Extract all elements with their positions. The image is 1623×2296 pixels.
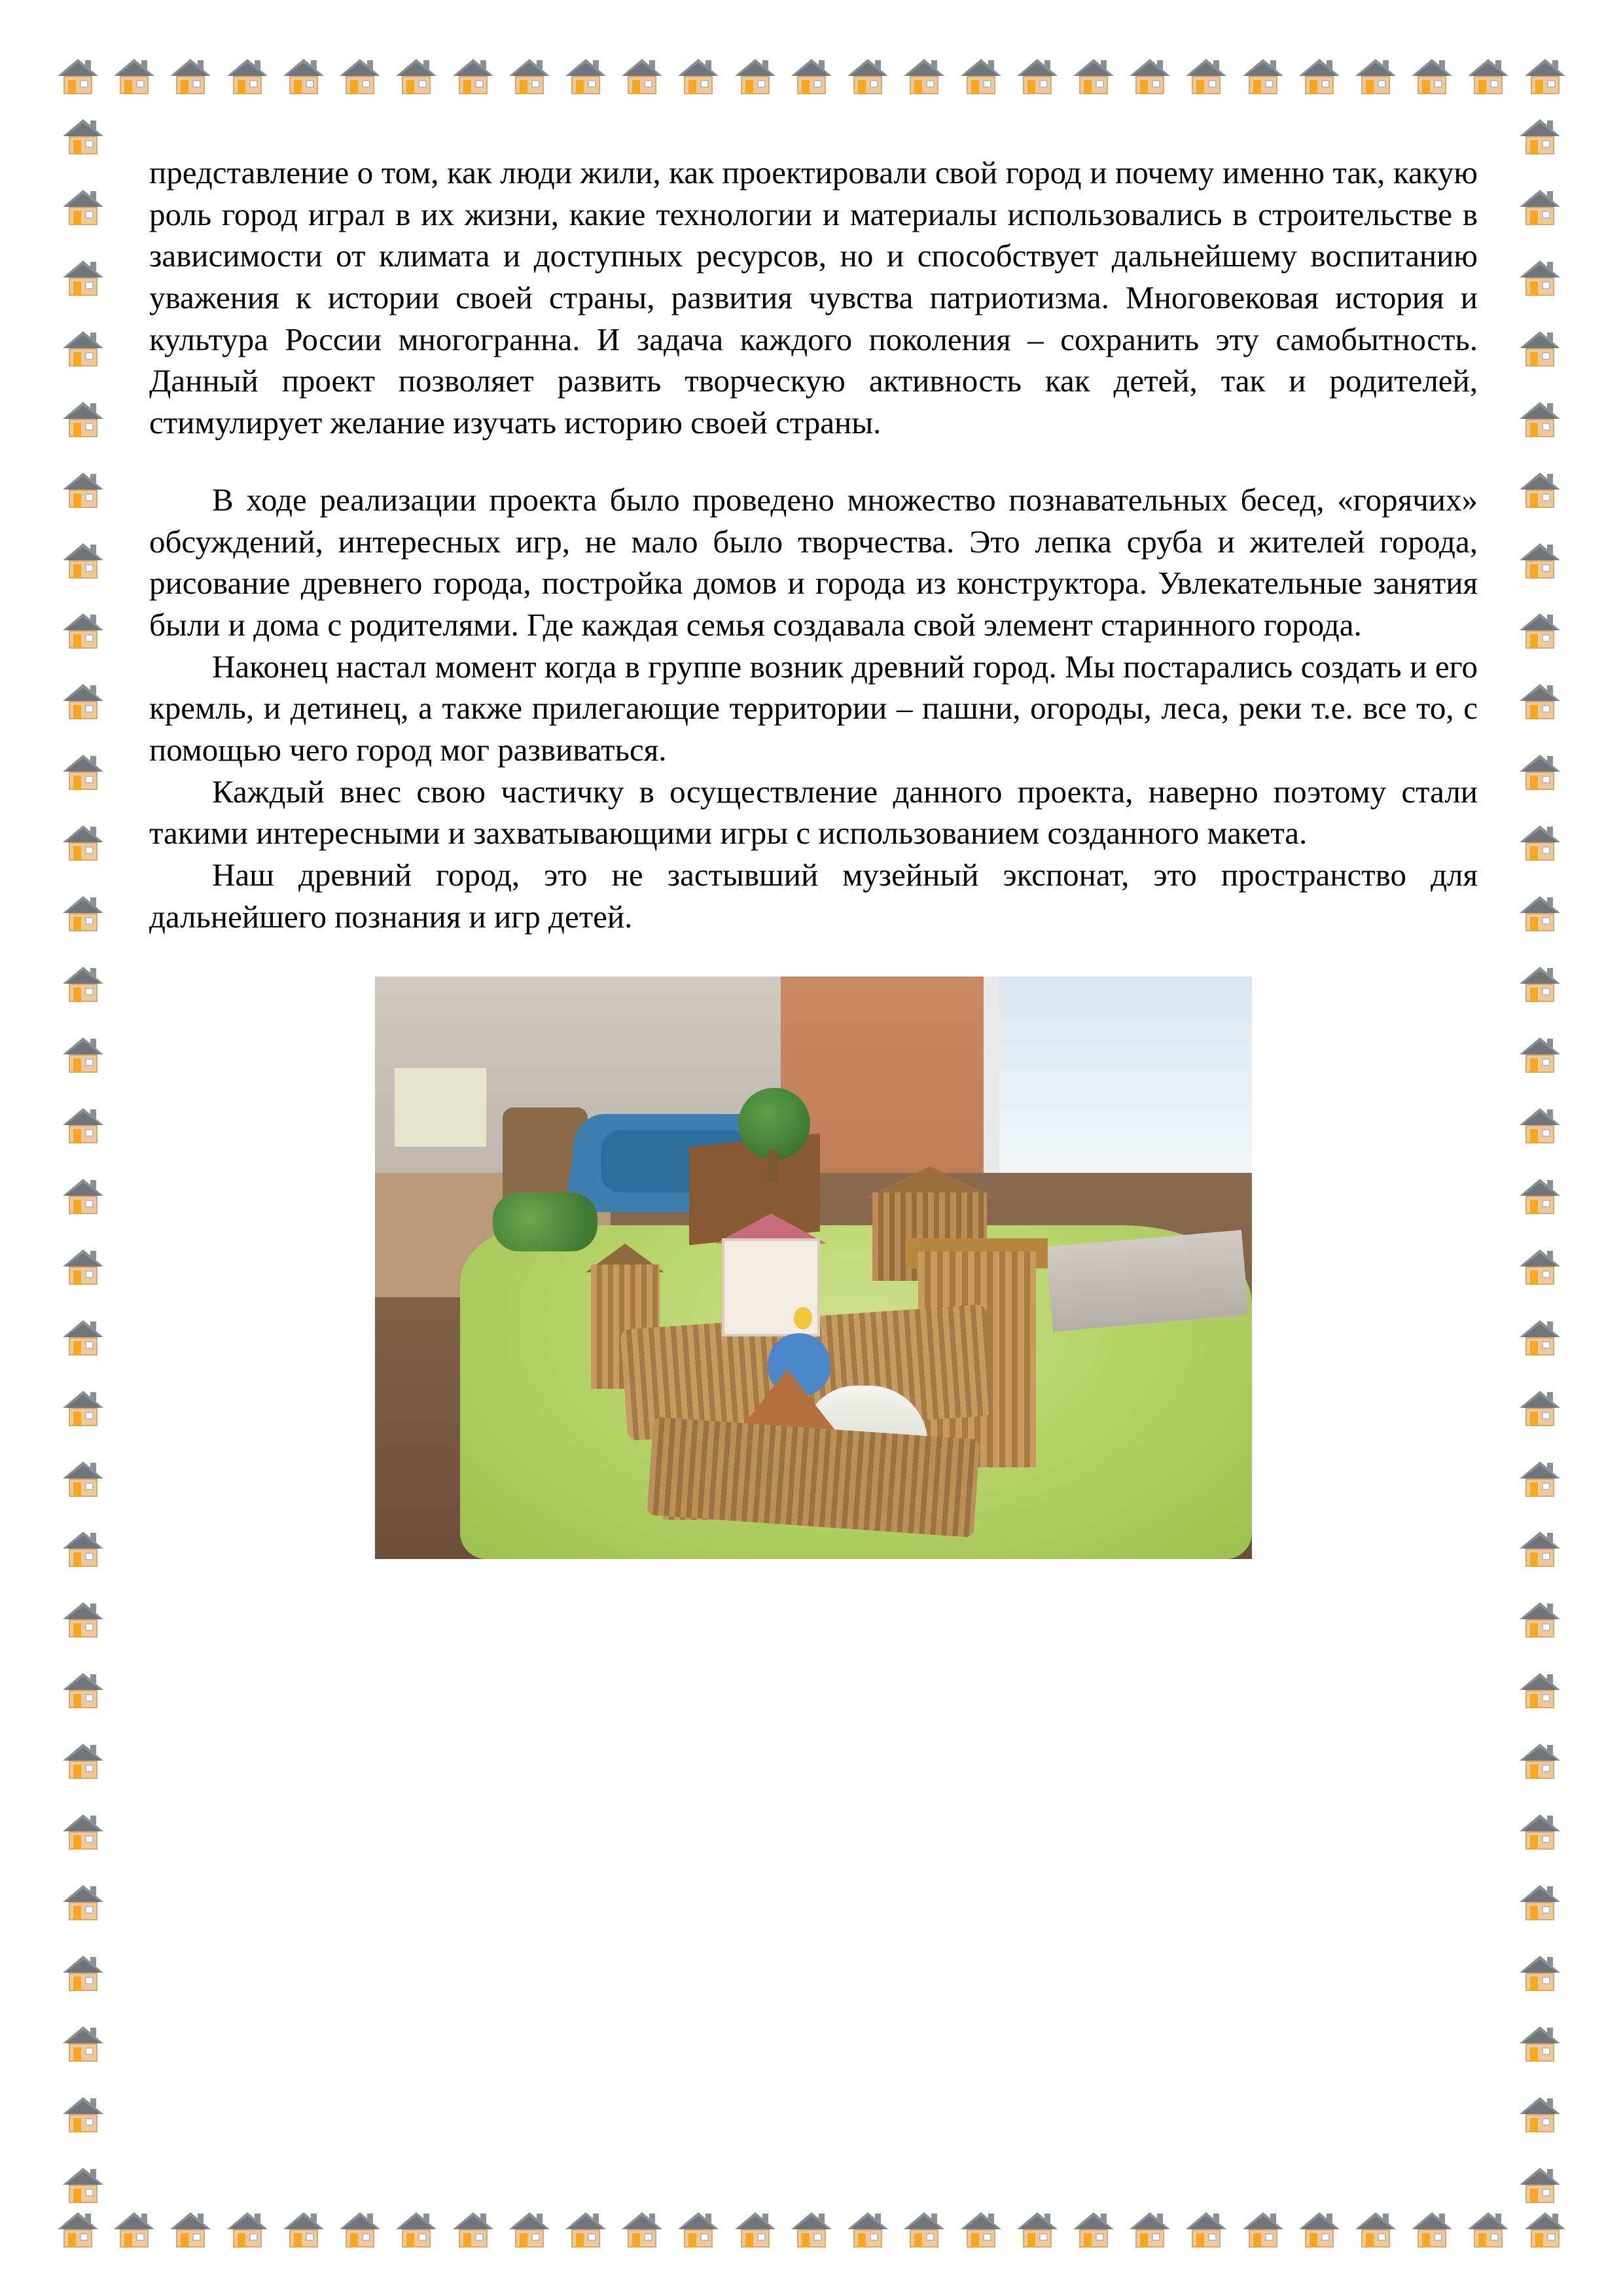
house-icon: [847, 2211, 888, 2250]
house-icon: [63, 188, 103, 228]
house-icon: [1520, 753, 1560, 793]
house-icon: [63, 683, 103, 722]
house-icon: [622, 2211, 662, 2250]
paragraph-3: Наконец настал момент когда в группе возник древний город. Мы постарались создать и его кремль, и детинец, а также прилегающие территории – пашни, огороды, леса, реки т.е. все то, с помощью чего город мог развиваться.: [149, 648, 1478, 768]
house-icon: [1520, 1248, 1560, 1287]
house-icon: [735, 58, 776, 97]
house-icon: [1520, 542, 1560, 581]
house-icon: [1520, 824, 1560, 863]
house-icon: [1520, 1742, 1560, 1782]
house-icon: [847, 58, 888, 97]
house-icon: [170, 2211, 211, 2250]
paragraph-2: В ходе реализации проекта было проведено множество познавательных бесед, «горячих» обсуждений, интересных игр, не мало было творчества. Это лепка сруба и жителей города, рисование древнего города, постройка домов и города из конструктора. Увлекательные занятия были и дома с родителями. Где каждая семья создавала свой элемент старинного города.: [149, 481, 1478, 643]
photo-forest-left: [493, 1193, 597, 1251]
house-icon: [396, 58, 437, 97]
house-icon: [1520, 2166, 1560, 2206]
house-icon: [63, 1742, 103, 1782]
house-icon: [1520, 965, 1560, 1005]
house-icon: [1520, 1813, 1560, 1852]
house-icon: [170, 58, 211, 97]
house-icon: [63, 612, 103, 651]
house-icon: [904, 58, 944, 97]
house-icon: [63, 824, 103, 863]
house-icon: [1243, 2211, 1283, 2250]
house-icon: [63, 1601, 103, 1640]
border-bottom: [58, 2211, 1565, 2250]
house-icon: [63, 401, 103, 440]
house-icon: [63, 1177, 103, 1217]
house-icon: [961, 58, 1001, 97]
house-icon: [1520, 330, 1560, 369]
house-icon: [1186, 58, 1226, 97]
house-icon: [63, 1813, 103, 1852]
house-icon: [1520, 1107, 1560, 1146]
house-icon: [1412, 58, 1452, 97]
house-icon: [114, 58, 154, 97]
house-icon: [453, 58, 493, 97]
house-icon: [63, 2166, 103, 2206]
house-icon: [1355, 2211, 1396, 2250]
house-icon: [1520, 2096, 1560, 2135]
house-icon: [509, 58, 550, 97]
house-icon: [453, 2211, 493, 2250]
house-icon: [63, 1390, 103, 1429]
house-icon: [63, 895, 103, 934]
house-icon: [1520, 401, 1560, 440]
house-icon: [1520, 1530, 1560, 1570]
house-icon: [678, 58, 719, 97]
house-icon: [227, 58, 268, 97]
house-icon: [1520, 612, 1560, 651]
border-top: [58, 58, 1565, 97]
house-icon: [1520, 259, 1560, 298]
house-icon: [1017, 2211, 1058, 2250]
house-icon: [1520, 1036, 1560, 1075]
house-icon: [1520, 1177, 1560, 1217]
photo-tree-trunk: [768, 1150, 778, 1181]
house-icon: [1017, 58, 1058, 97]
house-icon: [63, 118, 103, 157]
paragraph-5: Наш древний город, это не застывший музейный экспонат, это пространство для дальнейшего познания и игр детей.: [149, 857, 1478, 935]
house-icon: [63, 2096, 103, 2135]
house-icon: [1468, 58, 1508, 97]
house-icon: [735, 2211, 776, 2250]
border-right: [1520, 118, 1560, 2206]
paragraph-1: представление о том, как люди жили, как проектировали свой город и почему именно так, какую роль город играл в их жизни, какие технологии и материалы использовались в строительстве в зависимости от климата и доступных ресурсов, но и способствует дальнейшему воспитанию уважения к истории своей страны, развития чувства патриотизма. Многовековая история и культура России многогранна. И задача каждого поколения – сохранить эту самобытность. Данный проект позволяет развить творческую активность как детей, так и родителей, стимулирует желание изучать историю своей страны.: [149, 154, 1478, 441]
house-icon: [904, 2211, 944, 2250]
house-icon: [1520, 188, 1560, 228]
house-icon: [283, 58, 324, 97]
house-icon: [340, 58, 380, 97]
house-icon: [1520, 471, 1560, 511]
house-icon: [63, 1460, 103, 1499]
house-icon: [227, 2211, 268, 2250]
house-icon: [63, 2025, 103, 2064]
house-icon: [509, 2211, 550, 2250]
house-icon: [63, 259, 103, 298]
house-icon: [63, 753, 103, 793]
house-icon: [1073, 2211, 1114, 2250]
house-icon: [678, 2211, 719, 2250]
house-icon: [1525, 2211, 1565, 2250]
house-icon: [114, 2211, 154, 2250]
house-icon: [283, 2211, 324, 2250]
house-icon: [63, 1672, 103, 1711]
house-icon: [1299, 58, 1340, 97]
house-icon: [961, 2211, 1001, 2250]
house-icon: [1186, 2211, 1226, 2250]
house-icon: [1468, 2211, 1508, 2250]
house-icon: [1299, 2211, 1340, 2250]
house-icon: [1520, 1601, 1560, 1640]
photo-paper-left: [395, 1068, 486, 1147]
house-icon: [1412, 2211, 1452, 2250]
house-icon: [1355, 58, 1396, 97]
border-left: [63, 118, 103, 2206]
house-icon: [63, 542, 103, 581]
house-icon: [1520, 1460, 1560, 1499]
paragraph-4: Каждый внес свою частичку в осуществление данного проекта, наверно поэтому стали такими интересными и захватывающими игры с использованием созданного макета.: [149, 773, 1478, 852]
house-icon: [791, 58, 832, 97]
house-icon: [63, 1884, 103, 1923]
house-icon: [1073, 58, 1114, 97]
house-icon: [565, 58, 606, 97]
photo-grey-panel: [1046, 1230, 1249, 1333]
house-icon: [1520, 2025, 1560, 2064]
house-icon: [1243, 58, 1283, 97]
house-icon: [63, 330, 103, 369]
house-icon: [63, 1319, 103, 1358]
house-icon: [1520, 1672, 1560, 1711]
house-icon: [565, 2211, 606, 2250]
document-body: [149, 152, 1478, 1559]
house-icon: [58, 58, 98, 97]
house-icon: [58, 2211, 98, 2250]
house-icon: [1520, 683, 1560, 722]
house-icon: [63, 1107, 103, 1146]
house-icon: [63, 1248, 103, 1287]
house-icon: [340, 2211, 380, 2250]
house-icon: [1520, 895, 1560, 934]
house-icon: [1520, 1319, 1560, 1358]
house-icon: [63, 1954, 103, 1994]
house-icon: [396, 2211, 437, 2250]
house-icon: [622, 58, 662, 97]
house-icon: [63, 1036, 103, 1075]
house-icon: [1130, 58, 1170, 97]
photo-tree-crown: [738, 1088, 810, 1160]
house-icon: [63, 471, 103, 511]
house-icon: [1520, 118, 1560, 157]
house-icon: [63, 1530, 103, 1570]
house-icon: [63, 965, 103, 1005]
house-icon: [791, 2211, 832, 2250]
house-icon: [1525, 58, 1565, 97]
figure-container: [149, 977, 1478, 1559]
house-icon: [1520, 1390, 1560, 1429]
house-icon: [1520, 1884, 1560, 1923]
photo-ancient-city-model: [375, 977, 1252, 1559]
house-icon: [1130, 2211, 1170, 2250]
house-icon: [1520, 1954, 1560, 1994]
